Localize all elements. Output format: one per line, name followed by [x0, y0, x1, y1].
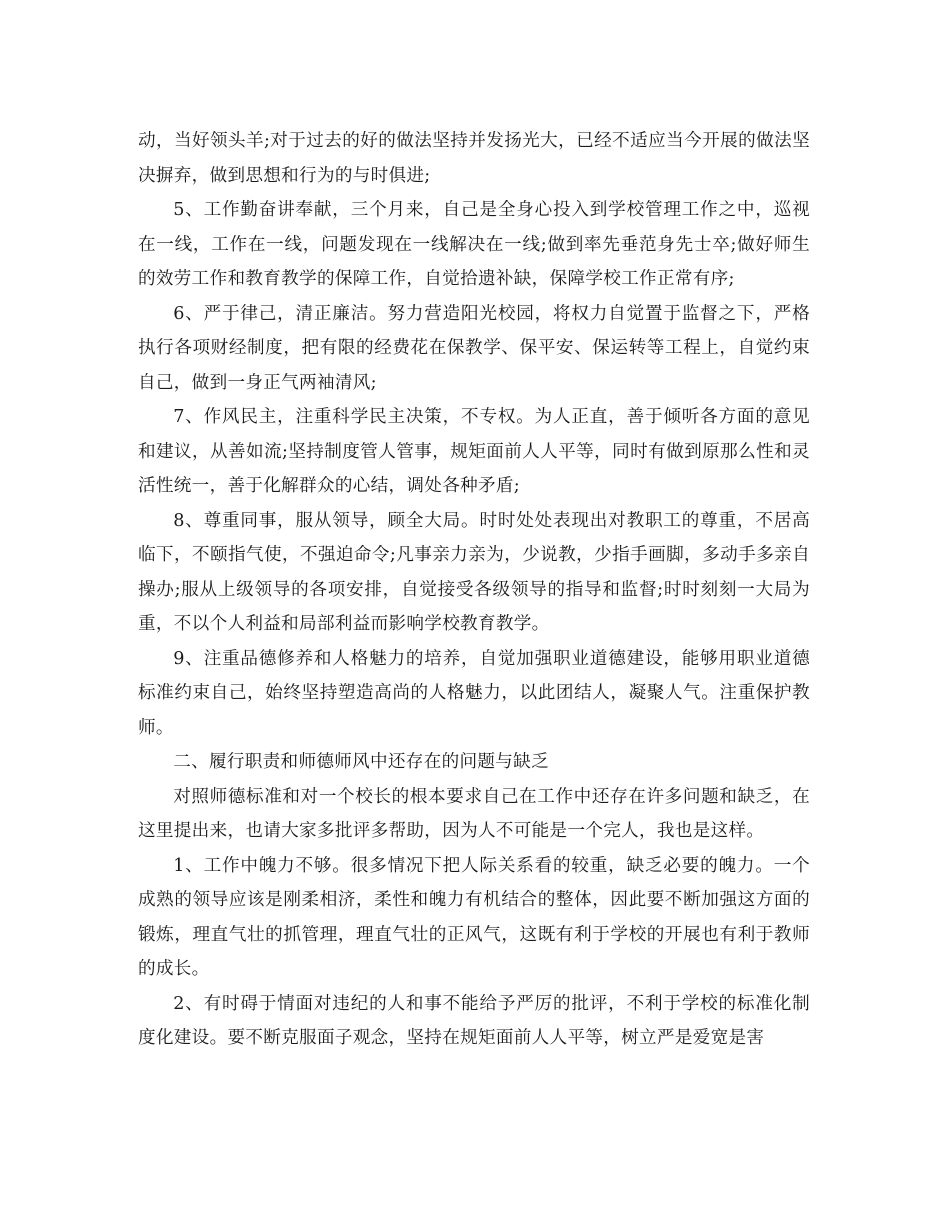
document-body: [138, 124, 810, 1056]
paragraph-continuation: 动，当好领头羊;对于过去的好的做法坚持并发扬光大，已经不适应当今开展的做法坚决摒弃，做到思想和行为的与时俱进;: [138, 131, 810, 186]
paragraph-item-7: 7、作风民主，注重科学民主决策，不专权。为人正直，善于倾听各方面的意见和建议，从善如流;坚持制度管人管事，规矩面前人人平等，同时有做到原那么性和灵活性统一，善于化解群众的心结，调处各种矛盾;: [138, 407, 810, 496]
paragraph-intro: 对照师德标准和对一个校长的根本要求自己在工作中还存在许多问题和缺乏，在这里提出来，也请大家多批评多帮助，因为人不可能是一个完人，我也是这样。: [138, 786, 810, 841]
paragraph-item-6: 6、严于律己，清正廉洁。努力营造阳光校园，将权力自觉置于监督之下，严格执行各项财经制度，把有限的经费花在保教学、保平安、保运转等工程上，自觉约束自己，做到一身正气两袖清风;: [138, 303, 810, 393]
paragraph-problem-1: 1、工作中魄力不够。很多情况下把人际关系看的较重，缺乏必要的魄力。一个成熟的领导应该是刚柔相济，柔性和魄力有机结合的整体，因此要不断加强这方面的锻炼，理直气壮的抓管理，理直气壮的正风气，这既有利于学校的开展也有利于教师的成长。: [138, 855, 810, 979]
paragraph-item-9: 9、注重品德修养和人格魅力的培养，自觉加强职业道德建设，能够用职业道德标准约束自己，始终坚持塑造高尚的人格魅力，以此团结人，凝聚人气。注重保护教师。: [138, 648, 810, 738]
paragraph-problem-2: 2、有时碍于情面对违纪的人和事不能给予严厉的批评，不利于学校的标准化制度化建设。要不断克服面子观念，坚持在规矩面前人人平等，树立严是爱宽是害: [138, 993, 810, 1048]
paragraph-item-8: 8、尊重同事，服从领导，顾全大局。时时处处表现出对教职工的尊重，不居高临下，不颐指气使，不强迫命令;凡事亲力亲为，少说教，少指手画脚，多动手多亲自操办;服从上级领导的各项安排，自觉接受各级领导的指导和监督;时时刻刻一大局为重，不以个人利益和局部利益而影响学校教育教学。: [138, 510, 810, 634]
paragraph-item-5: 5、工作勤奋讲奉献，三个月来，自己是全身心投入到学校管理工作之中，巡视在一线，工作在一线，问题发现在一线解决在一线;做到率先垂范身先士卒;做好师生的效劳工作和教育教学的保障工作，自觉拾遗补缺，保障学校工作正常有序;: [138, 200, 810, 289]
section-heading-2: 二、履行职责和师德师风中还存在的问题与缺乏: [173, 752, 549, 772]
